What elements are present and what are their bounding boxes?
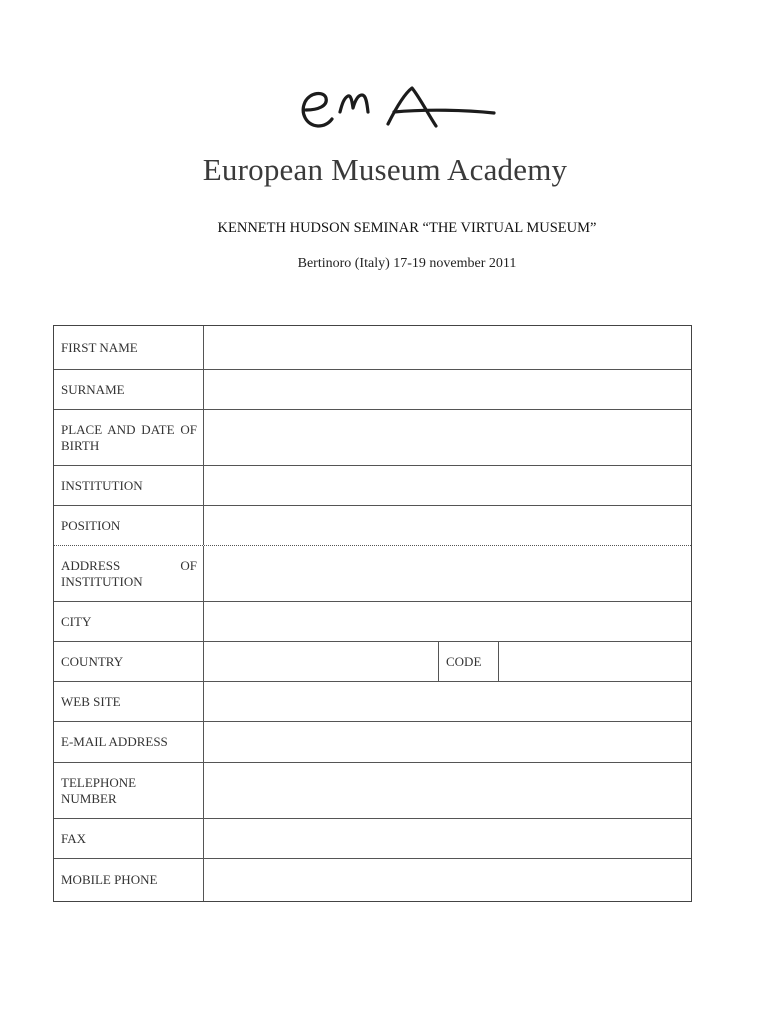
telephone-field[interactable] xyxy=(204,763,691,818)
web-site-label: WEB SITE xyxy=(54,682,204,721)
position-field[interactable] xyxy=(204,506,691,545)
row-telephone xyxy=(54,763,691,819)
address-institution-label: ADDRESS OF INSTITUTION xyxy=(54,546,204,601)
institution-label: INSTITUTION xyxy=(54,466,204,505)
org-name: European Museum Academy xyxy=(202,152,568,187)
city-field[interactable] xyxy=(204,602,691,641)
code-field[interactable] xyxy=(499,642,691,681)
registration-form-table xyxy=(53,325,692,902)
web-site-field[interactable] xyxy=(204,682,691,721)
place-date-birth-field[interactable] xyxy=(204,410,691,465)
place-date-birth-label: PLACE AND DATE OF BIRTH xyxy=(54,410,204,465)
first-name-label: FIRST NAME xyxy=(54,326,204,369)
country-field[interactable] xyxy=(204,642,438,681)
email-label: E-MAIL ADDRESS xyxy=(54,722,204,762)
country-label: COUNTRY xyxy=(54,642,204,681)
surname-field[interactable] xyxy=(204,370,691,409)
row-first-name xyxy=(54,326,691,370)
email-field[interactable] xyxy=(204,722,691,762)
city-label: CITY xyxy=(54,602,204,641)
row-position xyxy=(54,506,691,546)
fax-label: FAX xyxy=(54,819,204,858)
row-institution xyxy=(54,466,691,506)
institution-field[interactable] xyxy=(204,466,691,505)
row-surname xyxy=(54,370,691,410)
mobile-phone-label: MOBILE PHONE xyxy=(54,859,204,901)
row-web-site xyxy=(54,682,691,722)
first-name-field[interactable] xyxy=(204,326,691,369)
row-fax xyxy=(54,819,691,859)
telephone-label: TELEPHONE NUMBER xyxy=(54,763,204,818)
row-city xyxy=(54,602,691,642)
surname-label: SURNAME xyxy=(54,370,204,409)
row-address-institution xyxy=(54,546,691,602)
ema-logo xyxy=(296,76,506,136)
position-label: POSITION xyxy=(54,506,204,545)
row-mobile-phone xyxy=(54,859,691,901)
seminar-title: KENNETH HUDSON SEMINAR “THE VIRTUAL MUSEUM” xyxy=(217,220,597,236)
mobile-phone-field[interactable] xyxy=(204,859,691,901)
fax-field[interactable] xyxy=(204,819,691,858)
code-label: CODE xyxy=(438,642,499,681)
venue-date: Bertinoro (Italy) 17-19 november 2011 xyxy=(297,256,517,271)
row-country-code xyxy=(54,642,691,682)
row-email xyxy=(54,722,691,763)
address-institution-field[interactable] xyxy=(204,546,691,601)
row-place-date-birth xyxy=(54,410,691,466)
